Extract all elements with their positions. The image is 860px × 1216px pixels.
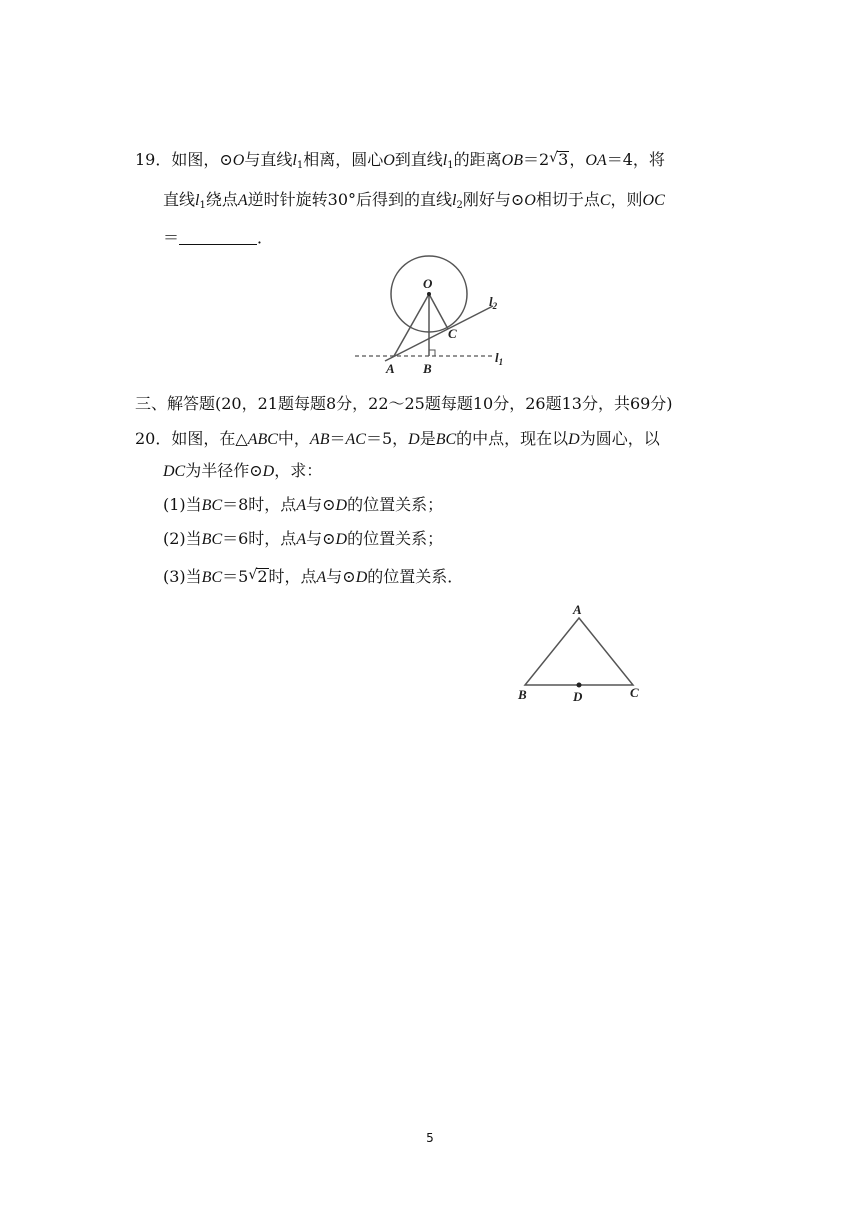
q19-line-3: ＝ ． — [163, 228, 274, 247]
sqrt-2: √ 2 — [248, 567, 268, 586]
label-d: D — [573, 689, 583, 704]
q20-sub-2: (2)当BC＝6时，点A与⊙D的位置关系； — [163, 529, 444, 548]
label-b: B — [423, 361, 432, 376]
q19-number: 19． — [135, 150, 172, 169]
triangle-abc — [525, 618, 633, 685]
answer-blank[interactable] — [179, 230, 257, 245]
q20-sub-1: (1)当BC＝8时，点A与⊙D的位置关系； — [163, 495, 444, 514]
q20-figure — [510, 598, 655, 708]
label-b: B — [518, 687, 527, 702]
q20-line-1: 20．如图，在△ABC中，AB＝AC＝5，D是BC的中点，现在以D为圆心，以 — [135, 429, 660, 448]
point-d — [577, 683, 582, 688]
q20-line-2: DC为半径作⊙D，求： — [163, 461, 323, 480]
label-a: A — [573, 602, 582, 617]
page-number: 5 — [426, 1131, 434, 1145]
q19-line-1: 19．如图，⊙O与直线$l_1$相离，圆心O到直线$l_1$的距离OB＝2 √ 3，OA＝4，将 — [135, 150, 665, 171]
sqrt-3: √ 3 — [549, 150, 569, 169]
label-a: A — [386, 361, 395, 376]
label-l2: $l_2$ — [489, 294, 498, 311]
right-angle-mark — [429, 350, 435, 356]
point-o — [427, 292, 431, 296]
label-l1: $l_1$ — [495, 350, 504, 367]
line-l2 — [385, 306, 493, 361]
q19-figure — [345, 250, 515, 378]
label-c: C — [448, 326, 457, 341]
segment-oc — [429, 294, 448, 329]
q19-line-2: 直线$l_1$绕点A逆时针旋转30°后得到的直线$l_2$刚好与⊙O相切于点C，则OC — [163, 190, 665, 211]
label-o: O — [423, 276, 433, 291]
q20-number: 20． — [135, 429, 172, 448]
q20-sub-3: (3)当BC＝5 √ 2时，点A与⊙D的位置关系． — [163, 567, 464, 586]
label-c: C — [630, 685, 639, 700]
section-3-title: 三、解答题(20，21题每题8分，22～25题每题10分，26题13分，共69分) — [135, 394, 673, 413]
